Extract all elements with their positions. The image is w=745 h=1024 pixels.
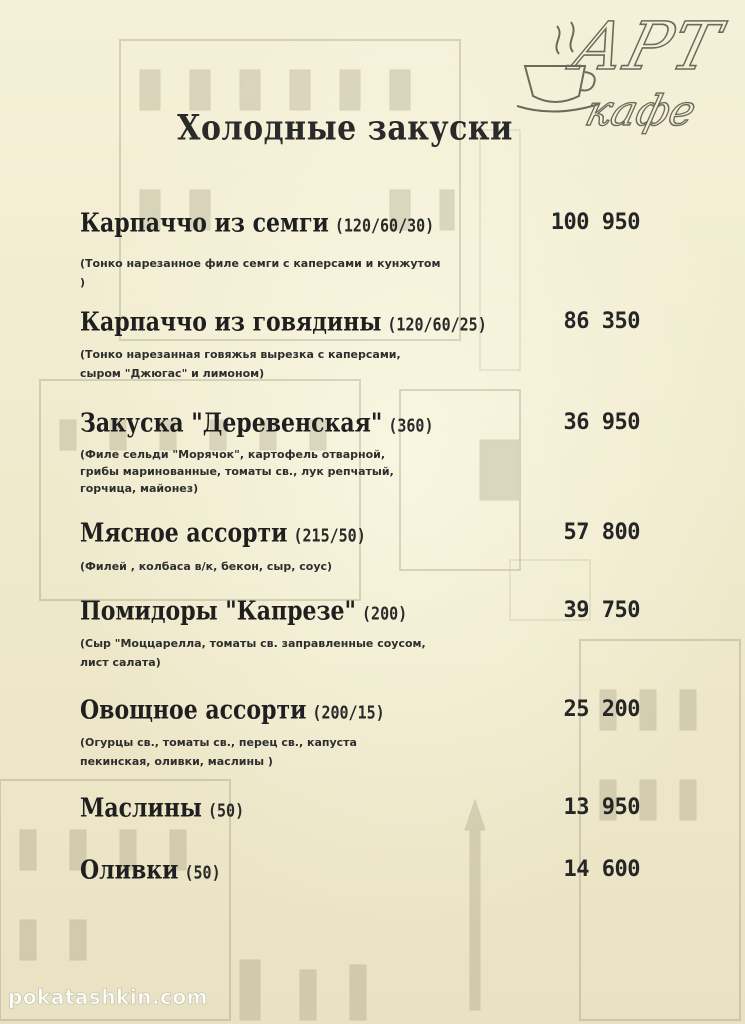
menu-item-weight: (50): [208, 799, 245, 821]
menu-item-description: (Огурцы св., томаты св., перец св., капуста пекинская, оливки, маслины ): [80, 736, 357, 768]
menu-item-weight: (215/50): [293, 524, 366, 546]
menu-item-description: (Тонко нарезанное филе семги с каперсами и кунжутом ): [80, 257, 441, 289]
menu-item-price: 25 200: [563, 697, 640, 722]
watermark-text: pokatashkin.com: [8, 985, 208, 1009]
menu-item-name: Мясное ассорти (215/50): [80, 517, 366, 549]
menu-item-price: 39 750: [563, 598, 640, 623]
menu-item-price: 100 950: [550, 210, 640, 235]
menu-item-name: Помидоры "Капрезе" (200): [80, 595, 408, 627]
menu-item: [80, 694, 640, 771]
menu-item: [80, 306, 640, 383]
menu-item-price: 13 950: [563, 795, 640, 820]
menu-item-weight: (200): [362, 602, 408, 624]
logo-brand-top: АРТ: [565, 8, 730, 85]
menu-item-weight: (120/60/30): [334, 214, 435, 236]
menu-item-weight: (120/60/25): [387, 313, 487, 335]
menu-item-description: (Сыр "Моццарелла, томаты св. заправленные соусом, лист салата): [80, 637, 426, 669]
logo-brand-bottom: кафе: [580, 86, 701, 135]
menu-item-name: Карпаччо из семги (120/60/30): [80, 207, 435, 239]
menu-item-price: 36 950: [563, 410, 640, 435]
menu-item-name: Карпаччо из говядины (120/60/25): [80, 306, 487, 338]
menu-item-description: (Тонко нарезанная говяжья вырезка с каперсами, сыром "Джюгас" и лимоном): [80, 348, 401, 380]
menu-item-price: 57 800: [563, 520, 640, 545]
menu-item: [80, 207, 640, 292]
page-title: Холодные закуски: [177, 108, 513, 149]
menu-item-name: Закуска "Деревенская" (360): [80, 407, 434, 439]
menu-item: [80, 517, 640, 576]
menu-item-weight: (50): [184, 861, 221, 883]
menu-item-price: 86 350: [563, 309, 640, 334]
menu-item-description: (Филе сельди "Морячок", картофель отварной, грибы маринованные, томаты св., лук репчатый, горчица, майонез): [80, 448, 394, 495]
menu-item: [80, 595, 640, 672]
menu-item-weight: (200/15): [312, 701, 385, 723]
menu-item: [80, 792, 640, 831]
menu-item-weight: (360): [388, 414, 434, 436]
menu-item-name: Оливки (50): [80, 854, 221, 886]
menu-item-name: Овощное ассорти (200/15): [80, 694, 385, 726]
menu-item-price: 14 600: [563, 857, 640, 882]
menu-item-name: Маслины (50): [80, 792, 245, 824]
menu-item-description: (Филей , колбаса в/к, бекон, сыр, соус): [80, 560, 333, 573]
menu-item: [80, 407, 640, 497]
menu-item: [80, 854, 640, 893]
